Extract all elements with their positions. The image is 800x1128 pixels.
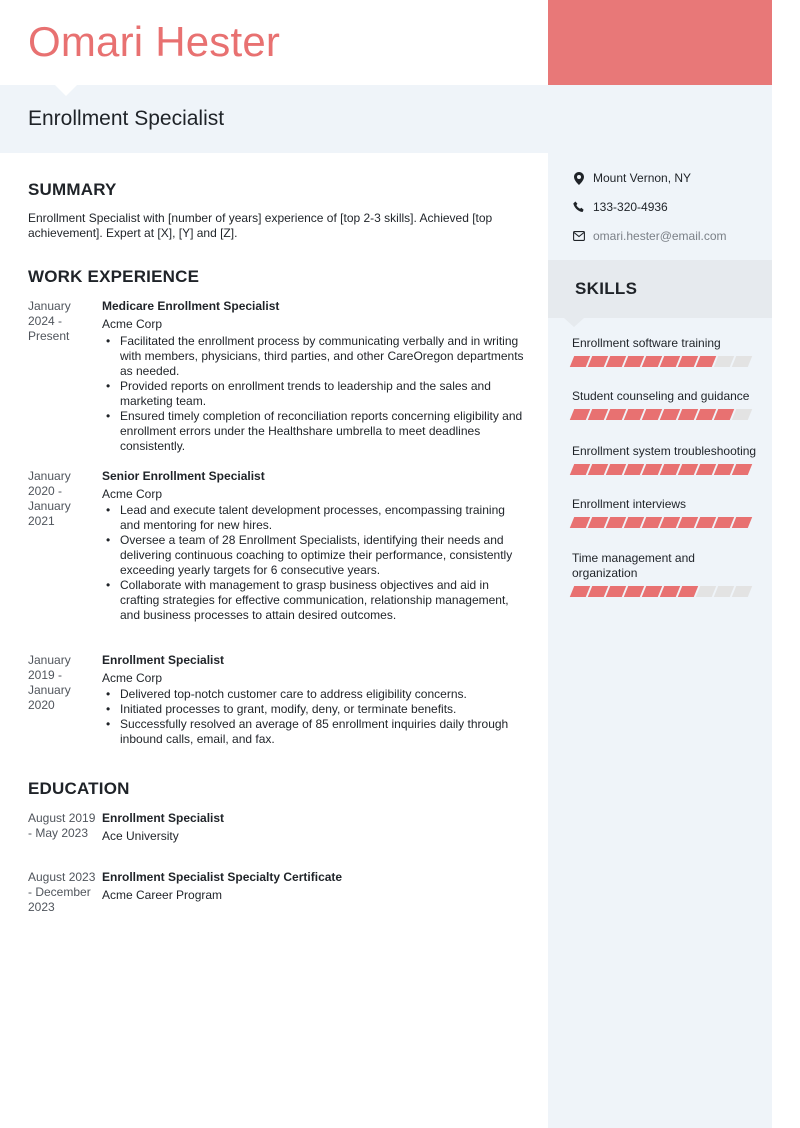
job-role: Medicare Enrollment Specialist [102, 299, 280, 313]
education-dates: August 2023 - December 2023 [28, 870, 96, 914]
job-dates: January 2024 - Present [28, 299, 71, 343]
skill-level-bar [572, 409, 762, 420]
skill-level-bar [572, 464, 762, 475]
skills-header [548, 260, 772, 318]
header-accent-block [548, 0, 772, 85]
job-bullet: • Successfully resolved an average of 85 enrollment inquiries daily through inbound calls, email, and fax. [102, 717, 524, 747]
title-notch [55, 85, 77, 96]
skill-level-bar [572, 586, 762, 597]
job-company: Acme Corp [102, 487, 163, 501]
candidate-name: Omari Hester [28, 18, 281, 65]
education-dates: August 2019 - May 2023 [28, 811, 96, 840]
skill-segment-empty [732, 409, 752, 420]
job-bullets [102, 687, 524, 747]
skills-notch [564, 318, 584, 327]
work-experience-heading: WORK EXPERIENCE [28, 267, 200, 286]
skill-segment-filled [732, 464, 752, 475]
job-role: Senior Enrollment Specialist [102, 469, 265, 483]
education-heading: EDUCATION [28, 779, 130, 798]
job-bullet: • Provided reports on enrollment trends to leadership and the sales and marketing team. [102, 379, 524, 409]
map-pin-icon [573, 171, 585, 185]
skill-item [572, 551, 722, 597]
skill-item [572, 336, 762, 367]
job-company: Acme Corp [102, 671, 163, 685]
skill-segment-filled [732, 517, 752, 528]
job-bullet: • Ensured timely completion of reconciliation reports concerning eligibility and enrollment errors under the Healthshare umbrella to meet deadlines consistently. [102, 409, 524, 454]
summary-heading: SUMMARY [28, 180, 117, 199]
skill-name: Student counseling and guidance [572, 389, 750, 403]
education-school: Ace University [102, 829, 179, 843]
job-dates: January 2020 - January 2021 [28, 469, 71, 528]
job-bullet: • Collaborate with management to grasp business objectives and aid in crafting strategies for effective communication, relationship management, and business processes to attain desired outcomes. [102, 578, 524, 623]
job-bullet: • Lead and execute talent development processes, encompassing training and mentoring for new hires. [102, 503, 524, 533]
summary-text: Enrollment Specialist with [number of years] experience of [top 2-3 skills]. Achieved [top achievement]. Expert at [X], [Y] and [Z]. [28, 211, 493, 240]
contact-phone [573, 200, 668, 214]
skill-item [572, 389, 762, 420]
job-bullet: • Oversee a team of 28 Enrollment Specialists, identifying their needs and delivering continuous coaching to optimize their performance, consistently exceeding yearly targets for 6 consecutive years. [102, 533, 524, 578]
location-text: Mount Vernon, NY [593, 171, 692, 185]
job-role: Enrollment Specialist [102, 653, 225, 667]
envelope-icon [573, 229, 585, 243]
phone-text: 133-320-4936 [593, 200, 668, 214]
job-bullets [102, 334, 524, 454]
phone-icon [573, 200, 585, 214]
skill-name: Enrollment software training [572, 336, 721, 350]
skill-level-bar [572, 517, 762, 528]
skill-item [572, 497, 762, 528]
skill-segment-empty [732, 586, 752, 597]
skill-name: Time management and organization [572, 551, 695, 580]
skill-name: Enrollment interviews [572, 497, 687, 511]
skill-name: Enrollment system troubleshooting [572, 444, 757, 458]
email-link[interactable]: omari.hester@email.com [593, 229, 727, 243]
job-bullet: • Facilitated the enrollment process by communicating verbally and in writing with members, physicians, third parties, and other CareOregon departments as needed. [102, 334, 524, 379]
job-bullet: • Delivered top-notch customer care to address eligibility concerns. [102, 687, 524, 702]
contact-location [573, 171, 691, 185]
job-title: Enrollment Specialist [28, 107, 225, 130]
sidebar [548, 153, 772, 1128]
job-company: Acme Corp [102, 317, 163, 331]
education-degree: Enrollment Specialist [102, 811, 225, 825]
job-bullets [102, 503, 524, 623]
skill-item [572, 444, 762, 475]
job-dates: January 2019 - January 2020 [28, 653, 71, 712]
job-bullet: • Initiated processes to grant, modify, deny, or terminate benefits. [102, 702, 524, 717]
education-school: Acme Career Program [102, 888, 223, 902]
contact-email[interactable] [573, 229, 727, 243]
skill-level-bar [572, 356, 762, 367]
education-degree: Enrollment Specialist Specialty Certificate [102, 870, 343, 884]
skill-segment-empty [732, 356, 752, 367]
skills-heading: SKILLS [575, 279, 638, 298]
